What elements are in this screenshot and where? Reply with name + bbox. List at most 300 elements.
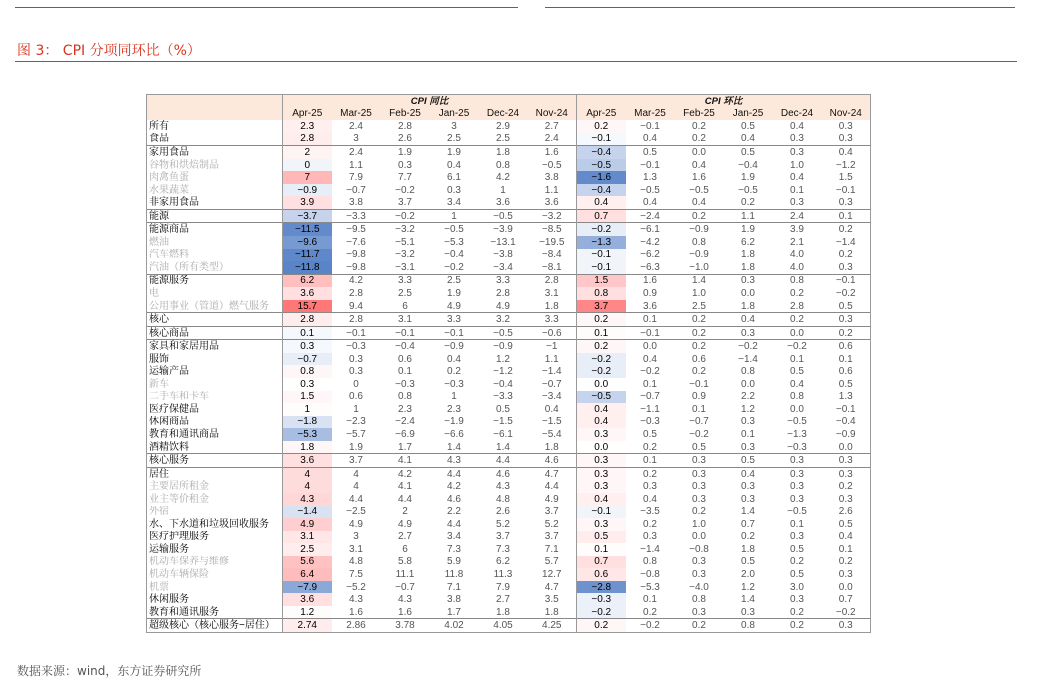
mom-value-cell: 0.7 [577, 209, 626, 223]
yoy-value-cell: 3.8 [544, 172, 559, 184]
yoy-value-cell: 0 [353, 378, 359, 390]
yoy-value-cell: 2.3 [447, 403, 461, 415]
mom-value-cell: −1.4 [640, 543, 660, 555]
mom-value-cell: −0.1 [640, 159, 660, 171]
yoy-value-cell: 2 [402, 506, 408, 518]
yoy-value-cell: −6.6 [444, 428, 464, 440]
table-row [147, 441, 871, 454]
row-label: 电 [147, 287, 283, 300]
yoy-value-cell: 1.8 [544, 300, 559, 312]
yoy-value-cell: 3.8 [349, 197, 363, 209]
yoy-value-cell: 15.7 [283, 300, 332, 313]
mom-value-cell: −0.9 [689, 249, 709, 261]
row-label: 能源商品 [147, 223, 283, 236]
yoy-value-cell: −3.4 [493, 261, 513, 273]
yoy-value-cell: 4.8 [496, 493, 510, 505]
mom-value-cell: 0.1 [626, 454, 675, 468]
yoy-value-cell: 3.7 [544, 506, 559, 518]
yoy-value-cell: −3.3 [493, 391, 513, 403]
row-label: 公用事业（管道）燃气服务 [147, 300, 283, 313]
yoy-value-cell: 4.1 [381, 454, 430, 468]
top-rule-right [545, 7, 1015, 8]
mom-value-cell: 0.4 [790, 120, 804, 132]
yoy-value-cell: −0.3 [444, 378, 464, 390]
mom-value-cell: 1.2 [741, 403, 755, 415]
yoy-value-cell: 4.2 [496, 172, 510, 184]
mom-value-cell: 0.2 [790, 606, 804, 618]
yoy-value-cell: 7.3 [496, 543, 510, 555]
row-label: 核心商品 [147, 326, 283, 340]
mom-value-cell: −0.3 [787, 441, 807, 453]
mom-value-cell: 0.4 [822, 146, 871, 159]
yoy-value-cell: 2.4 [332, 146, 381, 159]
yoy-value-cell: −0.1 [381, 326, 430, 340]
mom-value-cell: 0.2 [577, 340, 626, 353]
yoy-value-cell: 1.2 [283, 606, 332, 619]
yoy-value-cell: −0.5 [479, 209, 528, 223]
mom-value-cell: 0.4 [577, 416, 626, 429]
row-label: 家具和家居用品 [147, 340, 283, 353]
mom-value-cell: 0.3 [724, 326, 773, 340]
yoy-month-header: Apr-25 [283, 108, 332, 121]
source-note: 数据来源：wind，东方证券研究所 [17, 664, 202, 678]
mom-value-cell: 0.3 [741, 606, 755, 618]
mom-value-cell: 3.6 [643, 300, 657, 312]
row-label: 运输产品 [147, 365, 283, 378]
mom-value-cell: 0.2 [773, 619, 822, 633]
yoy-value-cell: 2.74 [283, 619, 332, 633]
mom-value-cell: 0.7 [577, 556, 626, 569]
yoy-value-cell: 6.2 [496, 556, 510, 568]
mom-value-cell: 0.3 [577, 467, 626, 480]
yoy-value-cell: 1.4 [447, 441, 461, 453]
yoy-value-cell: 7.9 [349, 172, 363, 184]
mom-value-cell: 0.0 [626, 340, 675, 353]
table-row [147, 568, 871, 581]
yoy-value-cell: 2.7 [544, 120, 559, 132]
yoy-value-cell: 11.8 [444, 569, 464, 580]
mom-value-cell: 0.1 [643, 378, 657, 390]
row-label: 核心服务 [147, 454, 283, 468]
mom-value-cell: 0.3 [822, 313, 871, 327]
yoy-value-cell: 4.4 [398, 493, 412, 505]
mom-value-cell: 4.0 [790, 249, 804, 261]
mom-value-cell: −0.1 [626, 326, 675, 340]
mom-value-cell: 0.3 [692, 493, 706, 505]
yoy-value-cell: −0.7 [283, 353, 332, 366]
mom-value-cell: 0.3 [773, 454, 822, 468]
row-label: 二手车和卡车 [147, 391, 283, 404]
yoy-value-cell: 3.6 [544, 197, 559, 209]
mom-value-cell: 0.3 [741, 481, 755, 493]
mom-month-header: Feb-25 [675, 108, 724, 121]
yoy-value-cell: 0.3 [283, 340, 332, 353]
yoy-value-cell: 4.6 [447, 493, 461, 505]
yoy-value-cell: 3.3 [430, 313, 479, 327]
yoy-value-cell: 1.6 [528, 146, 577, 159]
mom-value-cell: 0.8 [692, 236, 706, 248]
mom-value-cell: 1.8 [741, 261, 755, 273]
yoy-value-cell: 7 [283, 171, 332, 184]
mom-value-cell: 0.9 [692, 391, 706, 403]
mom-value-cell: 1.5 [822, 171, 871, 184]
mom-value-cell: 0.2 [741, 197, 755, 209]
mom-value-cell: 0.2 [822, 480, 871, 493]
yoy-value-cell: 4.2 [447, 481, 461, 493]
yoy-value-cell: 3.2 [479, 313, 528, 327]
yoy-value-cell: 4 [353, 481, 359, 493]
mom-value-cell: 0.6 [577, 568, 626, 581]
table-row [147, 326, 871, 340]
yoy-value-cell: 4.8 [349, 556, 363, 568]
mom-value-cell: 2.4 [773, 209, 822, 223]
mom-value-cell: −1.3 [787, 428, 807, 440]
yoy-value-cell: 3.1 [283, 531, 332, 544]
yoy-value-cell: 4.9 [496, 300, 510, 312]
mom-value-cell: 0.4 [643, 133, 657, 145]
mom-value-cell: 0.3 [692, 606, 706, 618]
mom-value-cell: 0.4 [790, 172, 804, 184]
yoy-value-cell: −0.9 [430, 340, 479, 353]
yoy-group-header: CPI 同比 [283, 95, 577, 108]
yoy-value-cell: 5.2 [544, 518, 559, 530]
mom-value-cell: −0.1 [822, 274, 871, 287]
mom-value-cell: 1.5 [577, 274, 626, 287]
yoy-value-cell: 0.6 [398, 353, 412, 365]
yoy-value-cell: 0.3 [349, 353, 363, 365]
mom-value-cell: −1.1 [640, 403, 660, 415]
yoy-value-cell: 4.4 [479, 454, 528, 468]
yoy-value-cell: −9.6 [283, 236, 332, 249]
mom-value-cell: 0.1 [822, 543, 871, 556]
yoy-value-cell: −0.4 [493, 378, 513, 390]
mom-value-cell: 1.4 [675, 274, 724, 287]
mom-value-cell: 2.0 [741, 569, 755, 580]
mom-value-cell: −6.2 [640, 249, 660, 261]
yoy-value-cell: 0.4 [544, 403, 559, 415]
mom-value-cell: 0.1 [643, 594, 657, 606]
yoy-value-cell: −3.2 [528, 209, 577, 223]
yoy-value-cell: 0.4 [447, 353, 461, 365]
mom-value-cell: 0.5 [822, 518, 871, 531]
mom-value-cell: 0.3 [675, 467, 724, 480]
mom-value-cell: 0.3 [577, 518, 626, 531]
yoy-value-cell: −1.4 [541, 366, 562, 378]
mom-value-cell: 0.6 [692, 353, 706, 365]
row-label: 谷物和烘焙制品 [147, 159, 283, 172]
mom-value-cell: 0.0 [577, 378, 626, 391]
yoy-value-cell: 3.7 [332, 454, 381, 468]
yoy-value-cell: 1.8 [544, 606, 559, 618]
yoy-value-cell: 3.3 [381, 274, 430, 287]
yoy-value-cell: 1.8 [479, 146, 528, 159]
yoy-value-cell: 3.3 [479, 274, 528, 287]
yoy-value-cell: 2.7 [398, 531, 412, 543]
mom-value-cell: −0.2 [577, 223, 626, 236]
yoy-value-cell: 5.8 [398, 556, 412, 568]
mom-value-cell: 2.5 [692, 300, 706, 312]
mom-value-cell: −0.1 [577, 249, 626, 262]
mom-value-cell: 0.3 [822, 133, 871, 146]
mom-value-cell: 0.1 [577, 543, 626, 556]
yoy-value-cell: 4.9 [349, 518, 363, 530]
yoy-value-cell: 4.3 [496, 481, 510, 493]
yoy-value-cell: 7.1 [544, 543, 559, 555]
mom-value-cell: −0.1 [577, 261, 626, 274]
mom-value-cell: −0.7 [640, 391, 660, 403]
mom-value-cell: 0.3 [790, 133, 804, 145]
mom-value-cell: 1.0 [790, 159, 804, 171]
mom-value-cell: 0.3 [822, 261, 871, 274]
mom-value-cell: 0.0 [741, 378, 755, 390]
mom-value-cell: 0.8 [741, 366, 755, 378]
mom-value-cell: 0.7 [741, 518, 755, 530]
mom-value-cell: −4.0 [689, 581, 709, 593]
yoy-value-cell: 2.4 [349, 120, 363, 132]
yoy-value-cell: 4.9 [447, 300, 461, 312]
yoy-value-cell: 4.7 [528, 467, 577, 480]
mom-value-cell: 0.5 [643, 428, 657, 440]
yoy-value-cell: 2.8 [283, 313, 332, 327]
table-row [147, 403, 871, 416]
row-label: 所有 [147, 120, 283, 133]
yoy-value-cell: 6.4 [283, 568, 332, 581]
mom-value-cell: 0.1 [822, 209, 871, 223]
yoy-value-cell: 2.7 [496, 594, 510, 606]
yoy-value-cell: −0.3 [332, 340, 381, 353]
yoy-value-cell: 3.3 [528, 313, 577, 327]
corner-cell [147, 108, 283, 121]
yoy-value-cell: 12.7 [542, 569, 562, 580]
mom-value-cell: −0.2 [724, 340, 773, 353]
mom-value-cell: 0.9 [643, 287, 657, 299]
mom-value-cell: 0.6 [822, 340, 871, 353]
mom-value-cell: 1.3 [822, 391, 871, 404]
yoy-value-cell: −0.5 [541, 159, 562, 171]
table-row [147, 493, 871, 506]
mom-value-cell: 0.5 [626, 146, 675, 159]
yoy-value-cell: −0.6 [528, 326, 577, 340]
yoy-value-cell: −0.9 [283, 184, 332, 197]
row-label: 机票 [147, 581, 283, 594]
mom-value-cell: 0.2 [741, 531, 755, 543]
yoy-value-cell: 3.9 [283, 196, 332, 209]
table-row [147, 120, 871, 133]
yoy-value-cell: 1.4 [496, 441, 510, 453]
mom-value-cell: 1.6 [626, 274, 675, 287]
yoy-value-cell: −3.2 [381, 223, 430, 236]
mom-value-cell: 0.3 [692, 481, 706, 493]
yoy-value-cell: 3 [353, 531, 359, 543]
table-row [147, 506, 871, 519]
mom-value-cell: −0.4 [738, 159, 758, 171]
row-label: 教育和通讯商品 [147, 428, 283, 441]
mom-value-cell: 0.7 [822, 593, 871, 606]
mom-value-cell: 0.0 [822, 441, 871, 454]
yoy-value-cell: 1.7 [447, 606, 461, 618]
mom-value-cell: 0.5 [692, 441, 706, 453]
table-row [147, 196, 871, 209]
mom-value-cell: 0.3 [822, 120, 871, 133]
yoy-value-cell: 0 [283, 159, 332, 172]
row-label: 酒精饮料 [147, 441, 283, 454]
mom-value-cell: −0.9 [675, 223, 724, 236]
yoy-value-cell: −0.5 [479, 326, 528, 340]
yoy-value-cell: −8.4 [541, 249, 562, 261]
mom-value-cell: 0.5 [724, 146, 773, 159]
mom-value-cell: 0.2 [822, 556, 871, 569]
yoy-value-cell: 2.8 [349, 287, 363, 299]
mom-value-cell: 0.3 [790, 197, 804, 209]
table-row [147, 184, 871, 197]
yoy-value-cell: −5.2 [346, 581, 366, 593]
mom-value-cell: 0.2 [626, 467, 675, 480]
yoy-value-cell: 4.4 [430, 467, 479, 480]
mom-value-cell: 0.4 [790, 378, 804, 390]
mom-value-cell: −6.3 [640, 261, 660, 273]
yoy-value-cell: 0.5 [496, 403, 510, 415]
table-row [147, 223, 871, 236]
yoy-value-cell: −8.1 [541, 261, 562, 273]
yoy-value-cell: 1 [451, 391, 457, 403]
mom-value-cell: 0.2 [790, 287, 804, 299]
yoy-value-cell: 2.2 [447, 506, 461, 518]
yoy-value-cell: 1.1 [544, 353, 559, 365]
yoy-value-cell: −11.8 [283, 261, 332, 274]
yoy-value-cell: −1.4 [283, 506, 332, 519]
yoy-value-cell: −2.4 [395, 416, 415, 428]
yoy-value-cell: 0.2 [447, 366, 461, 378]
mom-month-header: Mar-25 [626, 108, 675, 121]
yoy-value-cell: 3.7 [398, 197, 412, 209]
mom-value-cell: −0.2 [577, 606, 626, 619]
mom-value-cell: 0.3 [822, 196, 871, 209]
yoy-value-cell: −3.3 [332, 209, 381, 223]
mom-value-cell: 0.0 [790, 403, 804, 415]
yoy-value-cell: −1.5 [541, 416, 562, 428]
mom-value-cell: 0.4 [822, 531, 871, 544]
yoy-value-cell: 4.1 [398, 481, 412, 493]
row-label: 非家用食品 [147, 196, 283, 209]
row-label: 汽油（所有类型） [147, 261, 283, 274]
yoy-value-cell: 2.5 [447, 133, 461, 145]
mom-value-cell: 0.5 [822, 300, 871, 313]
yoy-value-cell: 4.02 [430, 619, 479, 633]
yoy-value-cell: 2.6 [398, 133, 412, 145]
row-label: 汽车燃料 [147, 249, 283, 262]
yoy-value-cell: 4.9 [283, 518, 332, 531]
mom-value-cell: −0.5 [640, 184, 660, 196]
yoy-value-cell: 0.8 [398, 391, 412, 403]
mom-value-cell: −0.7 [689, 416, 709, 428]
yoy-value-cell: 1.8 [283, 441, 332, 454]
mom-value-cell: 0.2 [675, 313, 724, 327]
yoy-value-cell: −9.8 [346, 249, 366, 261]
yoy-value-cell: −0.4 [381, 340, 430, 353]
mom-value-cell: 1.4 [741, 594, 755, 606]
mom-value-cell: −0.2 [773, 340, 822, 353]
yoy-value-cell: −0.4 [444, 249, 464, 261]
yoy-value-cell: 3.5 [544, 594, 559, 606]
yoy-month-header: Jan-25 [430, 108, 479, 121]
yoy-value-cell: 1 [430, 209, 479, 223]
yoy-month-header: Nov-24 [528, 108, 577, 121]
mom-value-cell: 0.1 [790, 184, 804, 196]
mom-value-cell: −0.1 [577, 506, 626, 519]
yoy-value-cell: 4.9 [544, 493, 559, 505]
yoy-value-cell: 0.3 [398, 159, 412, 171]
yoy-month-header: Dec-24 [479, 108, 528, 121]
row-label: 居住 [147, 467, 283, 480]
mom-value-cell: 0.0 [741, 287, 755, 299]
yoy-value-cell: 7.1 [447, 581, 461, 593]
yoy-value-cell: 7.7 [398, 172, 412, 184]
yoy-value-cell: −0.7 [395, 581, 415, 593]
mom-value-cell: 0.1 [626, 313, 675, 327]
mom-value-cell: 0.3 [790, 531, 804, 543]
yoy-value-cell: −0.2 [395, 184, 415, 196]
table-row [147, 378, 871, 391]
mom-value-cell: 0.2 [822, 249, 871, 262]
row-label: 超级核心（核心服务−居住） [147, 619, 283, 633]
figure-title: 图 3： CPI 分项同环比（%） [17, 43, 201, 59]
yoy-value-cell: 3.1 [544, 287, 559, 299]
table-row [147, 518, 871, 531]
yoy-value-cell: 4.7 [544, 581, 559, 593]
yoy-value-cell: 1.8 [496, 606, 510, 618]
mom-value-cell: −0.5 [787, 506, 807, 518]
yoy-value-cell: 2.6 [496, 506, 510, 518]
yoy-value-cell: 3.7 [496, 531, 510, 543]
mom-value-cell: 0.3 [692, 556, 706, 568]
mom-value-cell: −0.4 [822, 416, 871, 429]
yoy-value-cell: 4.9 [398, 518, 412, 530]
yoy-month-header: Mar-25 [332, 108, 381, 121]
mom-value-cell: 0.8 [773, 274, 822, 287]
table-row [147, 133, 871, 146]
yoy-value-cell: 3 [451, 120, 457, 132]
cpi-table [146, 94, 871, 633]
mom-value-cell: 0.2 [790, 556, 804, 568]
mom-value-cell: 0.3 [643, 481, 657, 493]
mom-group-header: CPI 环比 [577, 95, 871, 108]
yoy-value-cell: 4.4 [544, 481, 559, 493]
mom-value-cell: 1.8 [741, 543, 755, 555]
yoy-value-cell: 2.8 [496, 287, 510, 299]
row-label: 外宿 [147, 506, 283, 519]
yoy-value-cell: −0.2 [381, 209, 430, 223]
yoy-value-cell: 3.4 [447, 531, 461, 543]
table-row [147, 287, 871, 300]
yoy-value-cell: −7.6 [346, 236, 366, 248]
mom-value-cell: −0.2 [640, 366, 660, 378]
yoy-value-cell: −5.1 [395, 236, 415, 248]
yoy-value-cell: −1.8 [283, 416, 332, 429]
mom-value-cell: −0.8 [689, 543, 709, 555]
mom-value-cell: 0.2 [643, 518, 657, 530]
yoy-value-cell: 7.3 [447, 543, 461, 555]
yoy-value-cell: −11.7 [283, 249, 332, 262]
yoy-value-cell: 4 [332, 467, 381, 480]
mom-value-cell: 0.3 [741, 441, 755, 453]
yoy-value-cell: 2.3 [283, 120, 332, 133]
yoy-value-cell: −3.2 [395, 249, 415, 261]
mom-value-cell: 3.9 [773, 223, 822, 236]
yoy-value-cell: 1.6 [349, 606, 363, 618]
yoy-value-cell: 0.1 [398, 366, 412, 378]
yoy-value-cell: −0.1 [430, 326, 479, 340]
yoy-value-cell: 1.1 [544, 184, 559, 196]
